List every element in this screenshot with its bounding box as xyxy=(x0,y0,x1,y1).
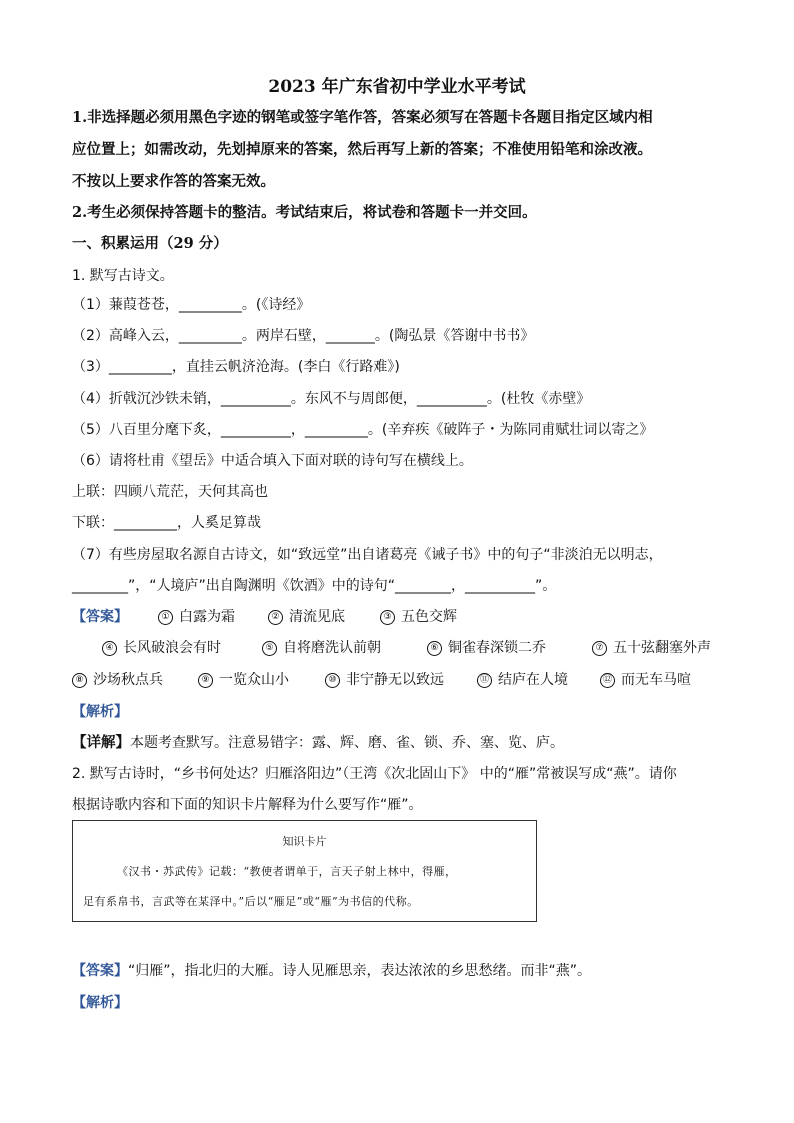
answer-tag: 【答案】 xyxy=(72,609,128,625)
q1-item-6: （6）请将杜甫《望岳》中适合填入下面对联的诗句写在横线上。 xyxy=(72,453,473,469)
q2-answer-text: “归雁”，指北归的大雁。诗人见雁思亲，表达浓浓的乡思愁绪。而非“燕”。 xyxy=(128,963,592,979)
answer-item: ⑩ 非宁静无以致远 xyxy=(325,670,444,690)
q2-stem-2: 根据诗歌内容和下面的知识卡片解释为什么要写作“雁”。 xyxy=(72,797,423,813)
answer-item: ⑥ 铜雀春深锁二乔 xyxy=(427,638,546,658)
card-title: 知识卡片 xyxy=(282,835,327,848)
instruction-line-2: 应位置上；如需改动，先划掉原来的答案，然后再写上新的答案；不准使用铅笔和涂改液。 xyxy=(72,141,652,158)
answer-item: ⑤ 自将磨洗认前朝 xyxy=(262,638,381,658)
answer-item: ④ 长风破浪会有时 xyxy=(102,638,221,658)
q1-item-2: （2）高峰入云，_________。两岸石壁，_______。(陶弘景《答谢中书书》 xyxy=(72,328,535,344)
detail-tag: 【详解】 xyxy=(72,734,130,751)
card-line-2: 足有系帛书，言武等在某泽中。”后以“雁足”或“雁”为书信的代称。 xyxy=(83,895,419,908)
q1-item-7-cont: ________”，“人境庐”出自陶渊明《饮酒》中的诗句“________，__________”。 xyxy=(72,578,557,594)
answer-item: ⑦ 五十弦翻塞外声 xyxy=(592,638,711,658)
card-line-1: 《汉书・苏武传》记载：“教使者谓单于，言天子射上林中，得雁， xyxy=(117,865,457,878)
q2-analysis-tag: 【解析】 xyxy=(72,995,128,1011)
q2-stem-1: 2. 默写古诗时，“乡书何处达？归雁洛阳边”（王湾《次北固山下》 中的“雁”常被误写成“燕”。请你 xyxy=(72,766,677,782)
page-title: 2023 年广东省初中学业水平考试 xyxy=(268,77,526,97)
q1-item-1: （1）蒹葭苍苍，_________。(《诗经》 xyxy=(72,297,311,313)
knowledge-card xyxy=(72,820,537,922)
answer-item: ⑨ 一览众山小 xyxy=(198,670,289,690)
q2-answer-line xyxy=(72,961,591,981)
answer-item: ⑫ 而无车马喧 xyxy=(600,670,691,690)
instruction-line-1: 1.非选择题必须用黑色字迹的钢笔或签字笔作答，答案必须写在答题卡各题目指定区域内相 xyxy=(72,109,653,126)
detail-text: 本题考查默写。注意易错字：露、辉、磨、雀、锁、乔、塞、览、庐。 xyxy=(130,735,564,751)
q1-stem: 1. 默写古诗文。 xyxy=(72,268,174,284)
analysis-tag: 【解析】 xyxy=(72,704,128,720)
q2-answer-tag: 【答案】 xyxy=(72,963,128,979)
answer-item: ⑧ 沙场秋点兵 xyxy=(72,670,163,690)
detail-line xyxy=(72,733,564,753)
instruction-line-4: 2.考生必须保持答题卡的整洁。考试结束后，将试卷和答题卡一并交回。 xyxy=(72,204,537,221)
answer-item: ② 清流见底 xyxy=(268,607,345,627)
couplet-lower: 下联：_________，人奚足算哉 xyxy=(72,515,261,531)
q1-item-3: （3）_________，直挂云帆济沧海。(李白《行路难》) xyxy=(72,359,400,375)
q1-item-7: （7）有些房屋取名源自古诗文，如“致远堂”出自诸葛亮《诫子书》中的句子“非淡泊无以明志， xyxy=(72,547,663,563)
couplet-upper: 上联：四顾八荒茫，天何其高也 xyxy=(72,484,268,500)
answer-item: ③ 五色交辉 xyxy=(380,607,457,627)
answer-item: ① 白露为霜 xyxy=(158,607,235,627)
section-heading: 一、积累运用（29 分） xyxy=(72,235,228,252)
q1-item-4: （4）折戟沉沙铁未销，__________。东风不与周郎便，__________。(杜牧《赤壁》 xyxy=(72,391,591,407)
answer-item: ⑪ 结庐在人境 xyxy=(477,670,568,690)
instruction-line-3: 不按以上要求作答的答案无效。 xyxy=(72,173,275,190)
q1-item-5: （5）八百里分麾下炙，__________，_________。(辛弃疾《破阵子・为陈同甫赋壮词以寄之》 xyxy=(72,422,654,438)
